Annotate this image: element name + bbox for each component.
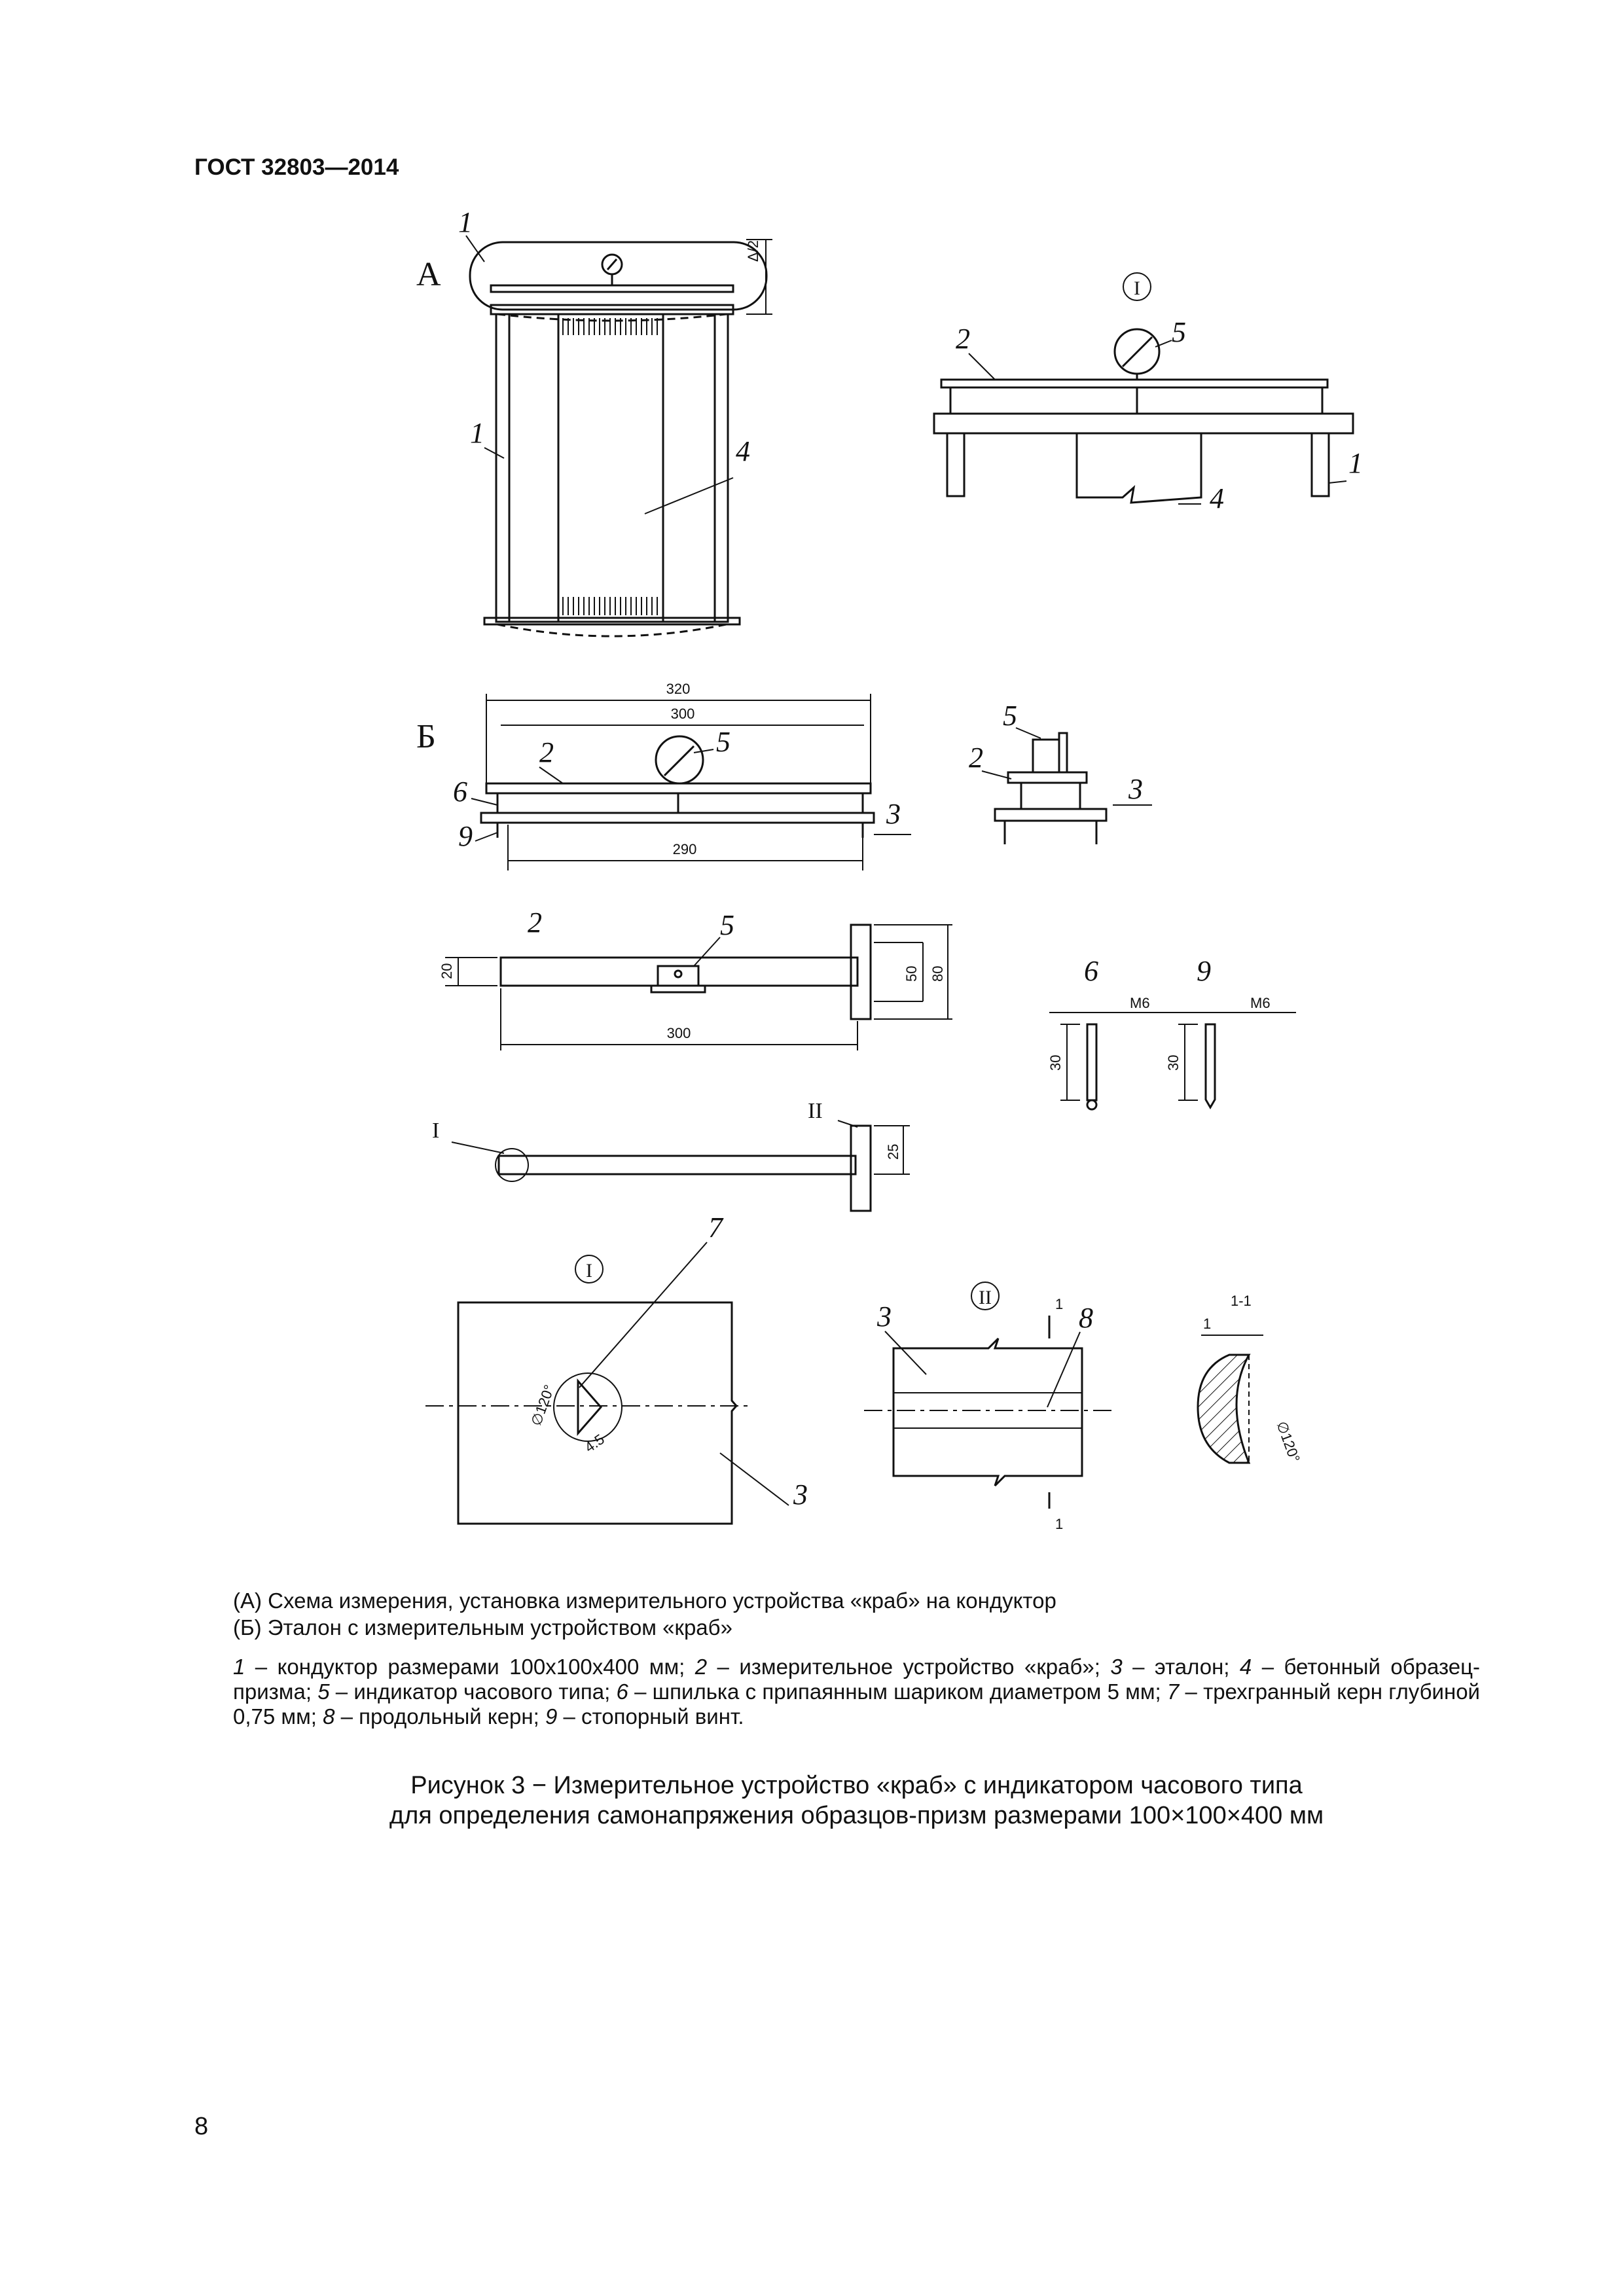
- section-label-a: А: [416, 256, 441, 293]
- detail-II-longitudinal-core: [864, 1282, 1113, 1532]
- svg-text:M6: M6: [1250, 995, 1271, 1011]
- svg-text:50: 50: [903, 965, 920, 982]
- svg-text:5: 5: [716, 726, 731, 758]
- crab-top-view: [439, 906, 952, 1050]
- svg-text:6: 6: [1084, 955, 1098, 987]
- svg-text:5: 5: [720, 909, 734, 941]
- svg-text:2: 2: [528, 906, 542, 939]
- svg-text:2: 2: [539, 736, 554, 768]
- caption-a: (А) Схема измерения, установка измерительного устройства «краб» на кондуктор: [233, 1588, 1056, 1613]
- svg-text:7: 7: [708, 1211, 723, 1244]
- svg-text:3: 3: [877, 1300, 892, 1333]
- figure-legend: 1 – кондуктор размерами 100х100х400 мм; 2 – измерительное устройство «краб»; 3 – эталон; 4 – бетонный образец-призма; 5 – индикатор часового типа; 6 – шпилька с припаянным шариком диаметром 5 мм; 7 – трехгранный керн глубиной 0,75 мм; 8 – продольный керн; 9 – стопорный винт.: [233, 1655, 1480, 1729]
- svg-text:4: 4: [736, 435, 750, 467]
- svg-text:30: 30: [1047, 1054, 1064, 1071]
- svg-text:80: 80: [929, 965, 946, 982]
- svg-text:5: 5: [1172, 316, 1186, 348]
- svg-text:4: 4: [1210, 482, 1224, 514]
- svg-text:9: 9: [1197, 955, 1211, 987]
- svg-text:1: 1: [1203, 1316, 1212, 1332]
- svg-text:1: 1: [1348, 447, 1363, 479]
- svg-text:8: 8: [1079, 1302, 1093, 1334]
- standard-bar-view: [432, 1099, 910, 1211]
- svg-text:I: I: [586, 1260, 592, 1282]
- svg-text:∅120°: ∅120°: [1273, 1419, 1303, 1465]
- stud-details: [1047, 955, 1296, 1109]
- svg-text:∅120°: ∅120°: [528, 1382, 558, 1428]
- svg-text:I: I: [1134, 278, 1140, 299]
- svg-text:290: 290: [672, 841, 697, 857]
- svg-text:2: 2: [969, 742, 983, 774]
- view-a-detail-I: [934, 273, 1363, 514]
- svg-text:1-1: 1-1: [1231, 1293, 1252, 1309]
- document-code: ГОСТ 32803—2014: [194, 154, 399, 180]
- view-b-side: [969, 700, 1152, 844]
- svg-text:9: 9: [458, 820, 473, 852]
- page-number: 8: [194, 2113, 209, 2140]
- svg-text:1: 1: [470, 417, 484, 449]
- svg-text:I: I: [432, 1119, 440, 1143]
- svg-text:2: 2: [956, 323, 970, 355]
- svg-text:300: 300: [666, 1025, 691, 1041]
- svg-text:3: 3: [793, 1479, 808, 1511]
- svg-text:3: 3: [886, 798, 901, 830]
- view-b-front: [416, 681, 911, 870]
- svg-text:6: 6: [453, 776, 467, 808]
- svg-text:25: 25: [885, 1143, 901, 1160]
- svg-text:320: 320: [666, 681, 691, 697]
- svg-text:30: 30: [1165, 1054, 1182, 1071]
- section-label-b: Б: [416, 718, 436, 755]
- svg-text:Δ/2: Δ/2: [745, 240, 761, 262]
- detail-callout-oval: [470, 242, 767, 310]
- svg-text:M6: M6: [1130, 995, 1150, 1011]
- view-a-front: [416, 206, 772, 636]
- svg-text:20: 20: [439, 963, 455, 979]
- svg-text:II: II: [808, 1099, 823, 1123]
- svg-text:1: 1: [1055, 1516, 1064, 1532]
- svg-text:1: 1: [458, 206, 473, 238]
- svg-text:II: II: [979, 1287, 992, 1308]
- svg-text:3: 3: [1128, 773, 1143, 805]
- detail-I-triangular-core: [425, 1211, 808, 1524]
- svg-text:300: 300: [670, 706, 695, 722]
- figure-title-line-1: Рисунок 3 − Измерительное устройство «краб» с индикатором часового типа: [410, 1772, 1303, 1799]
- caption-b: (Б) Эталон с измерительным устройством «краб»: [233, 1615, 732, 1640]
- section-1-1: [1198, 1293, 1303, 1464]
- figure-title-line-2: для определения самонапряжения образцов-призм размерами 100×100×400 мм: [389, 1802, 1324, 1829]
- svg-text:4.5: 4.5: [581, 1431, 607, 1456]
- svg-text:5: 5: [1003, 700, 1017, 732]
- svg-text:1: 1: [1055, 1296, 1064, 1312]
